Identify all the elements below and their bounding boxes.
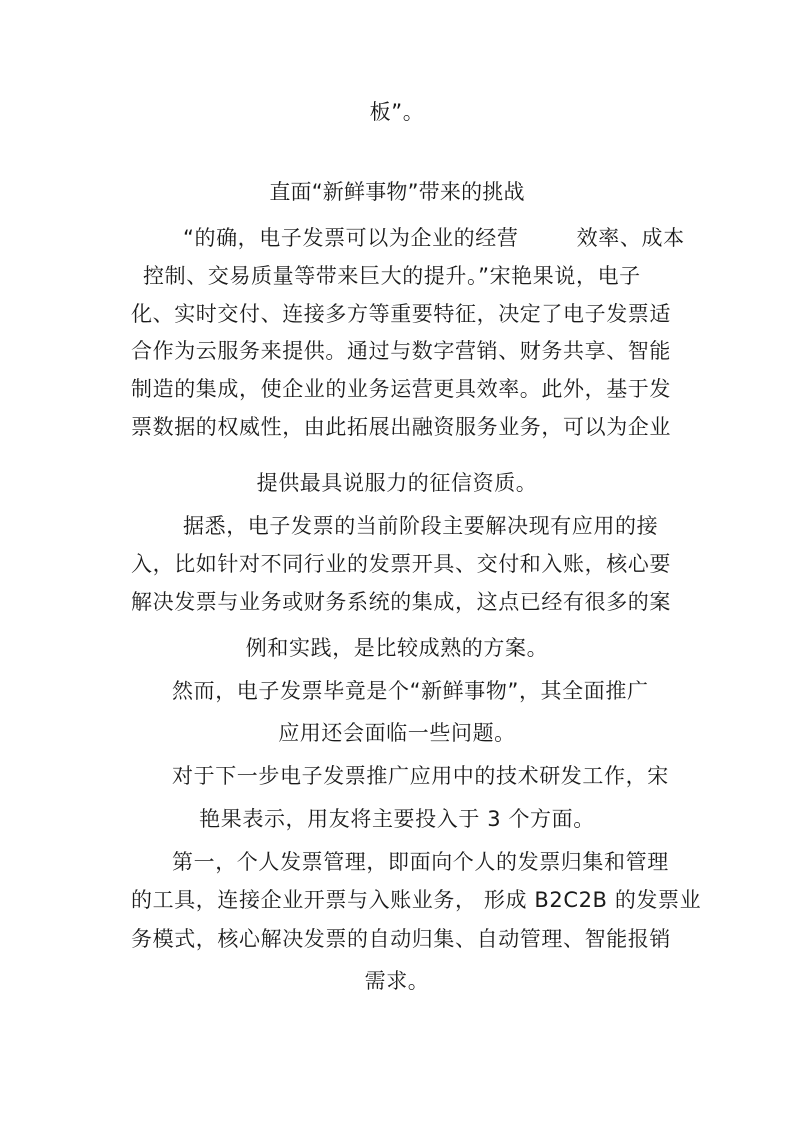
paragraph-4-line-2: 艳果表示，用友将主要投入于 3 个方面。 <box>199 807 595 831</box>
paragraph-2-line-3: 解决发票与业务或财务系统的集成，这点已经有很多的案 <box>131 590 671 614</box>
paragraph-1-line-4: 合作为云服务来提供。通过与数字营销、财务共享、智能 <box>131 339 671 363</box>
paragraph-5-line-1: 第一，个人发票管理，即面向个人的发票归集和管理 <box>172 850 669 874</box>
paragraph-5-line-4: 需求。 <box>364 969 430 993</box>
paragraph-1-line-3: 化、实时交付、连接多方等重要特征，决定了电子发票适 <box>131 302 671 326</box>
paragraph-1-line-7: 提供最具说服力的征信资质。 <box>256 471 538 495</box>
paragraph-1-line-6: 票数据的权威性，由此拓展出融资服务业务，可以为企业 <box>131 415 671 439</box>
paragraph-2-line-2: 入，比如针对不同行业的发票开具、交付和入账，核心要 <box>131 552 671 576</box>
paragraph-2-line-4: 例和实践，是比较成熟的方案。 <box>245 636 549 660</box>
paragraph-3-line-1: 然而，电子发票毕竟是个“新鲜事物”，其全面推广 <box>172 679 649 703</box>
paragraph-5-line-2: 的工具，连接企业开票与入账业务， 形成 B2C2B 的发票业 <box>131 888 702 912</box>
paragraph-4-line-1: 对于下一步电子发票推广应用中的技术研发工作，宋 <box>172 764 669 788</box>
paragraph-1-line-5: 制造的集成，使企业的业务运营更具效率。此外，基于发 <box>131 377 671 401</box>
paragraph-1-line-1: “的确，电子发票可以为企业的经营 效率、成本 <box>183 226 685 250</box>
section-heading: 直面“新鲜事物”带来的挑战 <box>269 180 525 204</box>
paragraph-1-line-2: 控制、交易质量等带来巨大的提升。”宋艳果说，电子 <box>143 264 641 288</box>
continuation-line: 板”。 <box>369 100 425 124</box>
paragraph-5-line-3: 务模式，核心解决发票的自动归集、自动管理、智能报销 <box>131 927 671 951</box>
paragraph-2-line-1: 据悉，电子发票的当前阶段主要解决现有应用的接 <box>183 514 659 538</box>
paragraph-3-line-2: 应用还会面临一些问题。 <box>278 721 516 745</box>
